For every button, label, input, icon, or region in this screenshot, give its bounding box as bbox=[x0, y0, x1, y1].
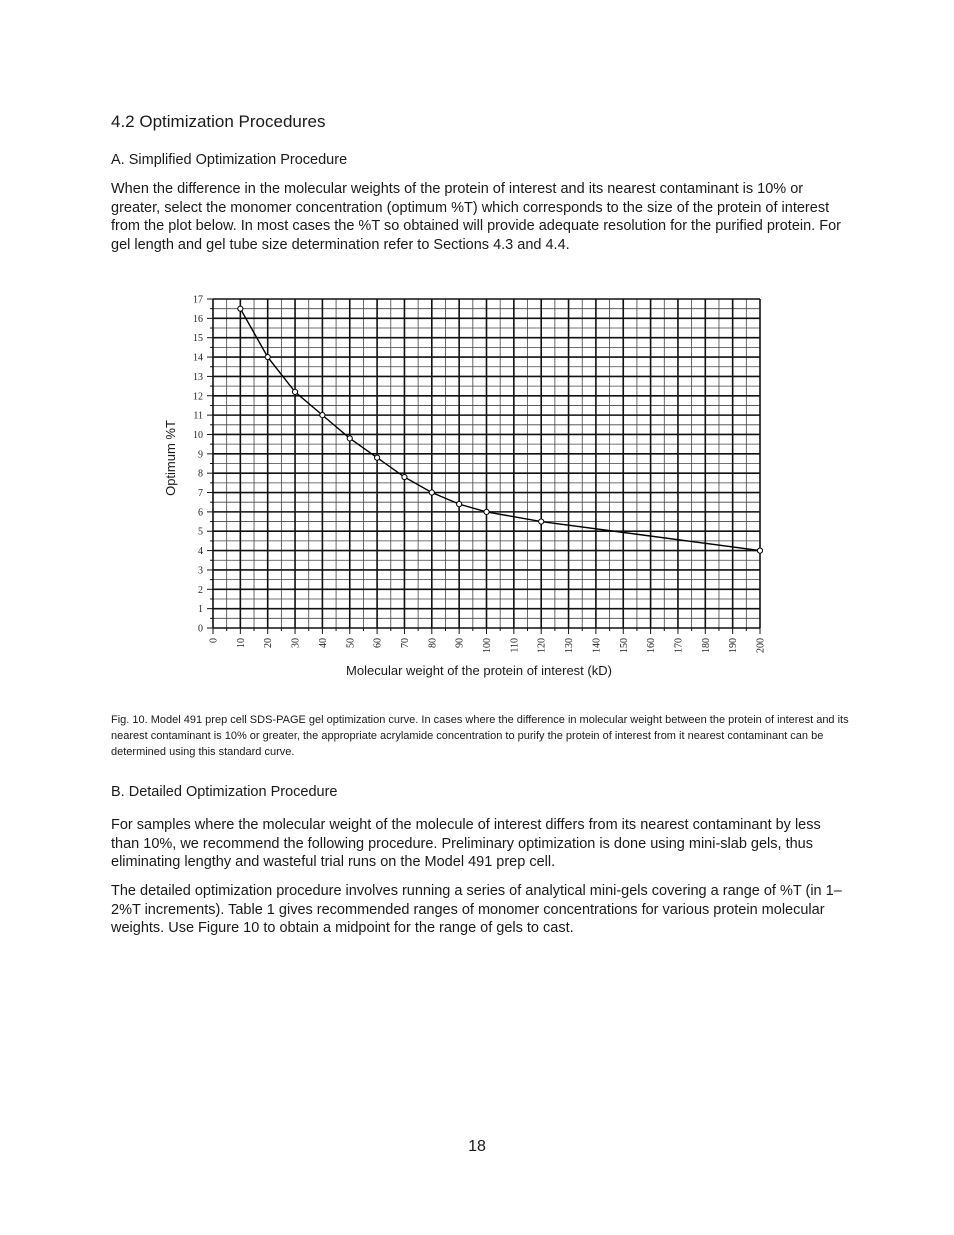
data-point bbox=[320, 413, 325, 418]
section-title: 4.2 Optimization Procedures bbox=[111, 112, 326, 131]
x-tick-label: 120 bbox=[536, 638, 548, 653]
y-tick-labels bbox=[193, 295, 203, 635]
subsection-a-title: A. Simplified Optimization Procedure bbox=[111, 152, 348, 168]
y-axis-label: Optimum %T bbox=[163, 420, 178, 496]
y-tick-label: 16 bbox=[193, 313, 203, 325]
x-tick-label: 0 bbox=[208, 638, 220, 643]
y-tick-label: 5 bbox=[198, 526, 203, 538]
y-tick-label: 17 bbox=[193, 294, 203, 306]
data-point bbox=[757, 548, 762, 553]
x-tick-label: 200 bbox=[755, 638, 767, 653]
figure-caption-title: Fig. 10. Model 491 prep cell SDS-PAGE gel optimization curve bbox=[111, 714, 416, 726]
x-tick-label: 70 bbox=[399, 638, 411, 648]
x-tick-label: 20 bbox=[263, 638, 275, 648]
y-tick-label: 2 bbox=[198, 584, 203, 596]
data-point bbox=[375, 455, 380, 460]
y-tick-label: 15 bbox=[193, 333, 203, 345]
x-tick-label: 190 bbox=[728, 638, 740, 653]
x-tick-marks bbox=[213, 628, 760, 634]
y-tick-label: 1 bbox=[198, 604, 203, 616]
page-number: 18 bbox=[468, 1138, 486, 1155]
x-tick-label: 180 bbox=[700, 638, 712, 653]
y-tick-label: 3 bbox=[198, 565, 203, 577]
y-tick-label: 8 bbox=[198, 468, 203, 480]
y-tick-label: 11 bbox=[193, 410, 203, 422]
x-tick-label: 80 bbox=[427, 638, 439, 648]
major-grid bbox=[213, 299, 760, 628]
x-axis-label: Molecular weight of the protein of interest (kD) bbox=[346, 663, 612, 678]
x-tick-label: 10 bbox=[235, 638, 247, 648]
x-tick-labels bbox=[209, 638, 767, 653]
data-point bbox=[265, 354, 270, 359]
x-tick-label: 110 bbox=[509, 638, 521, 653]
y-tick-label: 7 bbox=[198, 488, 203, 500]
y-tick-label: 14 bbox=[193, 352, 203, 364]
x-tick-label: 50 bbox=[345, 638, 357, 648]
data-point bbox=[292, 389, 297, 394]
x-tick-label: 140 bbox=[591, 638, 603, 653]
subsection-b-title: B. Detailed Optimization Procedure bbox=[111, 784, 338, 800]
x-tick-label: 100 bbox=[482, 638, 493, 653]
x-tick-label: 130 bbox=[564, 638, 576, 653]
figure-caption-text: . In cases where the difference in molecular weight between the protein of interest and its nearest contaminant is 10% or greater, the appropriate acrylamide concentration to purify the protein of interest from it nearest contaminant can be determined using this standard curve. bbox=[111, 714, 849, 758]
data-point bbox=[457, 502, 462, 507]
subsection-b-paragraph-2: The detailed optimization procedure involves running a series of analytical mini-gels covering a range of %T (in 1–2%T increments). Table 1 gives recommended ranges of monomer concentrations for various protein molecular weights. Use Figure 10 to obtain a midpoint for the range of gels to cast. bbox=[111, 883, 842, 937]
x-tick-label: 90 bbox=[454, 638, 466, 648]
y-tick-label: 4 bbox=[198, 546, 203, 558]
y-tick-label: 12 bbox=[193, 391, 203, 403]
data-point bbox=[238, 306, 243, 311]
x-tick-label: 170 bbox=[673, 638, 685, 653]
data-point bbox=[484, 509, 489, 514]
y-tick-label: 9 bbox=[198, 449, 203, 461]
y-tick-label: 13 bbox=[193, 371, 203, 383]
y-tick-marks bbox=[207, 299, 213, 628]
data-point bbox=[539, 519, 544, 524]
subsection-b-paragraph-1: For samples where the molecular weight of the molecule of interest differs from its nearest contaminant by less than 10%, we recommend the following procedure. Preliminary optimization is done using mini-slab gels, thus eliminating lengthy and wasteful trial runs on the Model 491 prep cell. bbox=[111, 817, 821, 871]
y-tick-label: 10 bbox=[193, 429, 203, 441]
data-point bbox=[402, 474, 407, 479]
figure-caption bbox=[111, 712, 851, 760]
x-tick-label: 30 bbox=[290, 638, 302, 648]
data-point bbox=[429, 490, 434, 495]
x-tick-label: 150 bbox=[618, 638, 630, 653]
x-tick-label: 40 bbox=[317, 638, 329, 648]
y-tick-label: 6 bbox=[198, 507, 203, 519]
optimization-chart bbox=[150, 286, 790, 686]
y-tick-label: 0 bbox=[198, 623, 203, 635]
subsection-a-paragraph: When the difference in the molecular weights of the protein of interest and its nearest contaminant is 10% or greater, select the monomer concentration (optimum %T) which corresponds to the size of the protein of interest from the plot below. In most cases the %T so obtained will provide adequate resolution for the purified protein. For gel length and gel tube size determination refer to Sections 4.3 and 4.4. bbox=[111, 181, 841, 254]
x-tick-label: 160 bbox=[646, 638, 658, 653]
data-point bbox=[347, 436, 352, 441]
chart-svg bbox=[150, 286, 790, 686]
x-tick-label: 60 bbox=[372, 638, 384, 648]
